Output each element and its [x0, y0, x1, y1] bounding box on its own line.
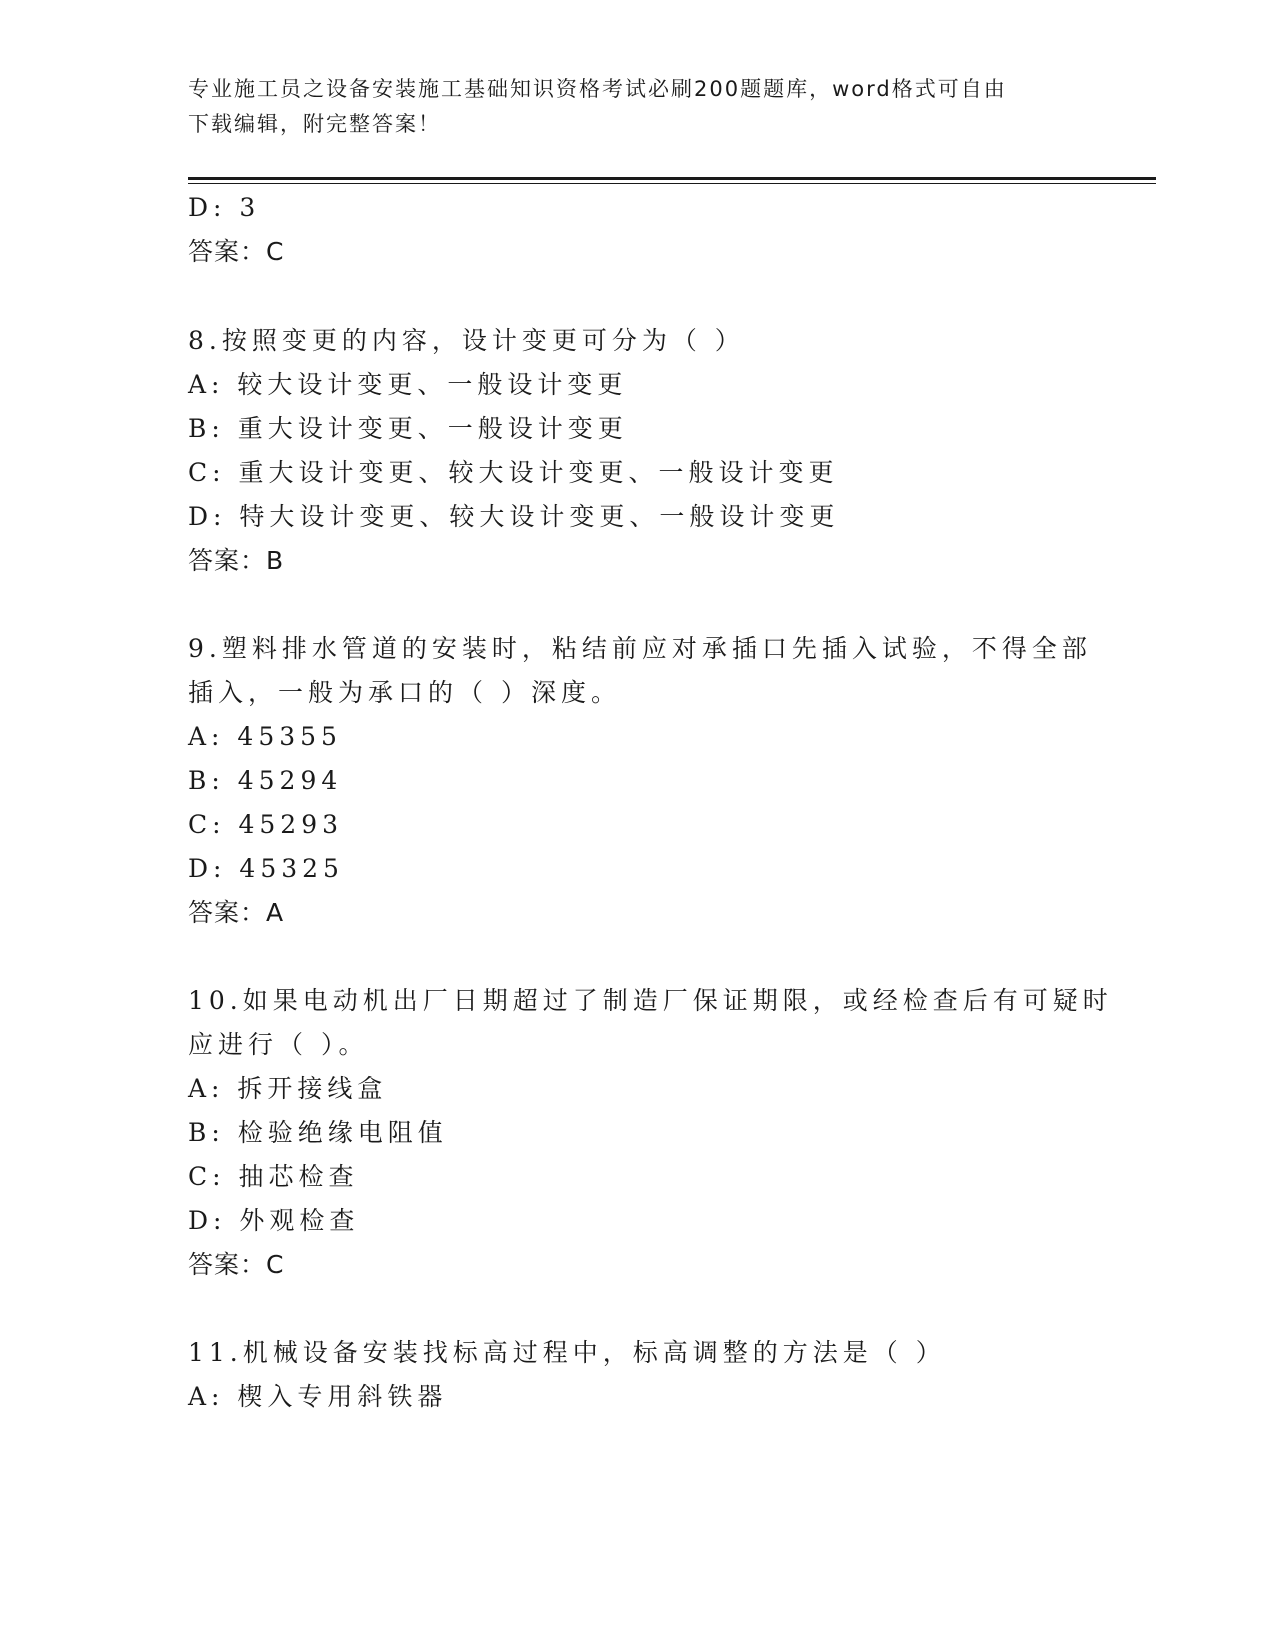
q8-answer: 答案：B	[188, 546, 285, 575]
q10-option-d: D: 外观检查	[188, 1206, 360, 1235]
q10-option-a: A: 拆开接线盒	[188, 1074, 388, 1103]
q8-option-a: A: 较大设计变更、一般设计变更	[188, 370, 628, 399]
q10-stem-line-2: 应进行（ ）。	[188, 1030, 369, 1059]
header-line-1: 专业施工员之设备安装施工基础知识资格考试必刷200题题库，word格式可自由	[188, 77, 1007, 101]
q10-stem-line-1: 10.如果电动机出厂日期超过了制造厂保证期限，或经检查后有可疑时	[188, 986, 1113, 1015]
q9-stem-line-2: 插入，一般为承口的（ ）深度。	[188, 678, 621, 707]
q11-stem: 11.机械设备安装找标高过程中，标高调整的方法是（ ）	[188, 1338, 946, 1367]
q8-option-d: D: 特大设计变更、较大设计变更、一般设计变更	[188, 502, 840, 531]
q10-option-b: B: 检验绝缘电阻值	[188, 1118, 448, 1147]
q9-stem-line-1: 9.塑料排水管道的安装时，粘结前应对承插口先插入试验，不得全部	[188, 634, 1092, 663]
q9-option-d: D: 45325	[188, 854, 344, 883]
prev-option-d: D: 3	[188, 193, 261, 222]
q10-option-c: C: 抽芯检查	[188, 1162, 359, 1191]
q9-option-b: B: 45294	[188, 766, 343, 795]
header-divider-thick	[188, 177, 1156, 180]
q8-option-b: B: 重大设计变更、一般设计变更	[188, 414, 628, 443]
q9-answer: 答案：A	[188, 898, 285, 927]
header-line-2: 下载编辑，附完整答案！	[188, 112, 441, 136]
document-header	[188, 72, 1088, 142]
q8-option-c: C: 重大设计变更、较大设计变更、一般设计变更	[188, 458, 839, 487]
q11-option-a: A: 楔入专用斜铁器	[188, 1382, 448, 1411]
header-divider-thin	[188, 183, 1156, 184]
prev-answer: 答案：C	[188, 237, 285, 266]
q9-option-c: C: 45293	[188, 810, 344, 839]
q9-option-a: A: 45355	[188, 722, 342, 751]
q10-answer: 答案：C	[188, 1250, 285, 1279]
q8-stem: 8.按照变更的内容，设计变更可分为（ ）	[188, 326, 745, 355]
